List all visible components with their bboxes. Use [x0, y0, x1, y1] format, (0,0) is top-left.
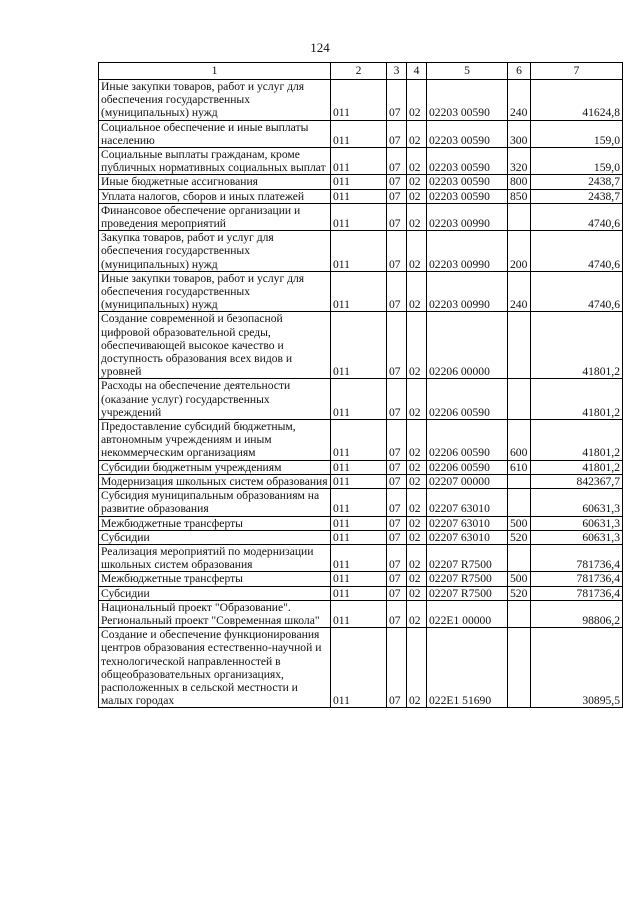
row-name-cell: Модернизация школьных систем образования — [99, 474, 331, 488]
row-ved-code: 011 — [331, 572, 387, 586]
row-ved-code: 011 — [331, 460, 387, 474]
header-col-5: 5 — [427, 63, 508, 80]
row-target-code: 02207 00000 — [427, 474, 508, 488]
row-ved-code: 011 — [331, 120, 387, 147]
row-name-cell: Создание и обеспечение функционирования центров образования естественно-научной и технологической направленностей в общеобразовательных организациях, расположенных в сельской местности и малых городах — [99, 628, 331, 708]
row-subsection-code: 02 — [407, 271, 427, 312]
row-ved-code: 011 — [331, 420, 387, 461]
row-subsection-code: 02 — [407, 530, 427, 544]
row-name-cell: Уплата налогов, сборов и иных платежей — [99, 189, 331, 203]
header-col-3: 3 — [387, 63, 407, 80]
row-section-code: 07 — [387, 379, 407, 420]
row-target-code: 02203 00590 — [427, 189, 508, 203]
row-amount: 4740,6 — [531, 203, 623, 230]
row-amount: 4740,6 — [531, 231, 623, 272]
row-section-code: 07 — [387, 271, 407, 312]
row-expense-type-code: 200 — [508, 231, 531, 272]
row-amount: 781736,4 — [531, 572, 623, 586]
table-row — [99, 420, 623, 461]
row-section-code: 07 — [387, 474, 407, 488]
row-expense-type-code — [508, 489, 531, 516]
row-target-code: 02203 00590 — [427, 80, 508, 121]
row-ved-code: 011 — [331, 586, 387, 600]
row-name-cell: Субсидия муниципальным образованиям на развитие образования — [99, 489, 331, 516]
row-subsection-code: 02 — [407, 231, 427, 272]
row-subsection-code: 02 — [407, 474, 427, 488]
row-amount: 98806,2 — [531, 600, 623, 627]
row-section-code: 07 — [387, 420, 407, 461]
row-ved-code: 011 — [331, 203, 387, 230]
row-target-code: 02203 00990 — [427, 271, 508, 312]
row-expense-type-code — [508, 544, 531, 571]
row-ved-code: 011 — [331, 474, 387, 488]
row-amount: 41801,2 — [531, 379, 623, 420]
row-subsection-code: 02 — [407, 80, 427, 121]
header-col-6: 6 — [508, 63, 531, 80]
row-amount: 781736,4 — [531, 586, 623, 600]
row-amount: 60631,3 — [531, 530, 623, 544]
row-amount: 159,0 — [531, 120, 623, 147]
table-row — [99, 460, 623, 474]
row-target-code: 02207 63010 — [427, 489, 508, 516]
row-subsection-code: 02 — [407, 148, 427, 175]
row-name-cell: Субсидии — [99, 586, 331, 600]
table-row — [99, 474, 623, 488]
row-ved-code: 011 — [331, 544, 387, 571]
page-number: 124 — [310, 40, 330, 55]
row-subsection-code: 02 — [407, 516, 427, 530]
row-target-code: 02207 R7500 — [427, 544, 508, 571]
row-ved-code: 011 — [331, 80, 387, 121]
row-name-cell: Социальное обеспечение и иные выплаты населению — [99, 120, 331, 147]
row-subsection-code: 02 — [407, 175, 427, 189]
row-target-code: 022E1 51690 — [427, 628, 508, 708]
table-row — [99, 489, 623, 516]
table-row — [99, 175, 623, 189]
row-subsection-code: 02 — [407, 420, 427, 461]
row-section-code: 07 — [387, 203, 407, 230]
row-expense-type-code: 520 — [508, 530, 531, 544]
table-row — [99, 203, 623, 230]
row-section-code: 07 — [387, 460, 407, 474]
row-name-cell: Создание современной и безопасной цифровой образовательной среды, обеспечивающей высокое качество и доступность образования всех видов и уровней — [99, 312, 331, 379]
row-expense-type-code: 520 — [508, 586, 531, 600]
row-section-code: 07 — [387, 231, 407, 272]
row-amount: 30895,5 — [531, 628, 623, 708]
row-subsection-code: 02 — [407, 544, 427, 571]
row-ved-code: 011 — [331, 516, 387, 530]
row-amount: 41801,2 — [531, 420, 623, 461]
row-ved-code: 011 — [331, 312, 387, 379]
row-target-code: 02203 00590 — [427, 175, 508, 189]
header-col-2: 2 — [331, 63, 387, 80]
row-target-code: 02206 00000 — [427, 312, 508, 379]
row-target-code: 02203 00990 — [427, 203, 508, 230]
row-expense-type-code: 240 — [508, 80, 531, 121]
row-amount: 2438,7 — [531, 175, 623, 189]
row-target-code: 02203 00590 — [427, 148, 508, 175]
row-ved-code: 011 — [331, 628, 387, 708]
row-expense-type-code — [508, 600, 531, 627]
row-target-code: 02206 00590 — [427, 420, 508, 461]
row-section-code: 07 — [387, 586, 407, 600]
row-section-code: 07 — [387, 489, 407, 516]
row-expense-type-code: 850 — [508, 189, 531, 203]
row-expense-type-code: 800 — [508, 175, 531, 189]
row-target-code: 02206 00590 — [427, 460, 508, 474]
row-ved-code: 011 — [331, 600, 387, 627]
row-section-code: 07 — [387, 312, 407, 379]
row-expense-type-code: 500 — [508, 572, 531, 586]
table-row — [99, 148, 623, 175]
row-ved-code: 011 — [331, 189, 387, 203]
row-expense-type-code: 500 — [508, 516, 531, 530]
row-section-code: 07 — [387, 516, 407, 530]
row-section-code: 07 — [387, 80, 407, 121]
table-row — [99, 120, 623, 147]
row-section-code: 07 — [387, 175, 407, 189]
table-row — [99, 600, 623, 627]
row-subsection-code: 02 — [407, 203, 427, 230]
table-row — [99, 379, 623, 420]
row-subsection-code: 02 — [407, 460, 427, 474]
row-subsection-code: 02 — [407, 600, 427, 627]
row-target-code: 02203 00990 — [427, 231, 508, 272]
row-target-code: 02207 R7500 — [427, 572, 508, 586]
row-amount: 2438,7 — [531, 189, 623, 203]
row-name-cell: Закупка товаров, работ и услуг для обеспечения государственных (муниципальных) нужд — [99, 231, 331, 272]
row-amount: 60631,3 — [531, 516, 623, 530]
table-row — [99, 586, 623, 600]
table-row — [99, 544, 623, 571]
row-subsection-code: 02 — [407, 572, 427, 586]
row-ved-code: 011 — [331, 489, 387, 516]
row-ved-code: 011 — [331, 379, 387, 420]
row-amount: 842367,7 — [531, 474, 623, 488]
budget-table — [98, 62, 623, 708]
row-section-code: 07 — [387, 530, 407, 544]
table-row — [99, 312, 623, 379]
header-col-7: 7 — [531, 63, 623, 80]
row-target-code: 02207 63010 — [427, 516, 508, 530]
table-row — [99, 572, 623, 586]
row-section-code: 07 — [387, 600, 407, 627]
row-name-cell: Расходы на обеспечение деятельности (оказание услуг) государственных учреждений — [99, 379, 331, 420]
row-expense-type-code: 300 — [508, 120, 531, 147]
header-col-4: 4 — [407, 63, 427, 80]
row-subsection-code: 02 — [407, 379, 427, 420]
table-row — [99, 271, 623, 312]
header-col-1: 1 — [99, 63, 331, 80]
row-ved-code: 011 — [331, 530, 387, 544]
row-subsection-code: 02 — [407, 628, 427, 708]
row-name-cell: Субсидии — [99, 530, 331, 544]
row-amount: 41624,8 — [531, 80, 623, 121]
row-name-cell: Субсидии бюджетным учреждениям — [99, 460, 331, 474]
row-target-code: 02203 00590 — [427, 120, 508, 147]
row-amount: 60631,3 — [531, 489, 623, 516]
row-ved-code: 011 — [331, 148, 387, 175]
row-name-cell: Социальные выплаты гражданам, кроме публичных нормативных социальных выплат — [99, 148, 331, 175]
row-expense-type-code — [508, 379, 531, 420]
row-ved-code: 011 — [331, 231, 387, 272]
row-amount: 41801,2 — [531, 460, 623, 474]
table-row — [99, 530, 623, 544]
table-row — [99, 516, 623, 530]
table-row — [99, 231, 623, 272]
row-amount: 41801,2 — [531, 312, 623, 379]
row-subsection-code: 02 — [407, 312, 427, 379]
row-subsection-code: 02 — [407, 120, 427, 147]
row-subsection-code: 02 — [407, 586, 427, 600]
row-section-code: 07 — [387, 544, 407, 571]
row-expense-type-code: 320 — [508, 148, 531, 175]
row-name-cell: Национальный проект "Образование". Региональный проект "Современная школа" — [99, 600, 331, 627]
row-name-cell: Межбюджетные трансферты — [99, 572, 331, 586]
row-expense-type-code — [508, 628, 531, 708]
row-subsection-code: 02 — [407, 489, 427, 516]
row-name-cell: Предоставление субсидий бюджетным, автономным учреждениям и иным некоммерческим организациям — [99, 420, 331, 461]
row-name-cell: Иные закупки товаров, работ и услуг для обеспечения государственных (муниципальных) нужд — [99, 271, 331, 312]
row-expense-type-code — [508, 203, 531, 230]
row-expense-type-code: 240 — [508, 271, 531, 312]
row-expense-type-code — [508, 474, 531, 488]
row-section-code: 07 — [387, 148, 407, 175]
row-section-code: 07 — [387, 189, 407, 203]
row-target-code: 02206 00590 — [427, 379, 508, 420]
row-ved-code: 011 — [331, 271, 387, 312]
row-section-code: 07 — [387, 628, 407, 708]
row-amount: 4740,6 — [531, 271, 623, 312]
row-ved-code: 011 — [331, 175, 387, 189]
row-expense-type-code: 610 — [508, 460, 531, 474]
row-amount: 781736,4 — [531, 544, 623, 571]
row-target-code: 02207 R7500 — [427, 586, 508, 600]
row-target-code: 02207 63010 — [427, 530, 508, 544]
row-expense-type-code: 600 — [508, 420, 531, 461]
row-section-code: 07 — [387, 120, 407, 147]
row-amount: 159,0 — [531, 148, 623, 175]
row-target-code: 022E1 00000 — [427, 600, 508, 627]
row-subsection-code: 02 — [407, 189, 427, 203]
header-row — [99, 63, 623, 80]
row-name-cell: Иные бюджетные ассигнования — [99, 175, 331, 189]
row-name-cell: Межбюджетные трансферты — [99, 516, 331, 530]
table-row — [99, 80, 623, 121]
row-name-cell: Иные закупки товаров, работ и услуг для обеспечения государственных (муниципальных) нужд — [99, 80, 331, 121]
table-row — [99, 189, 623, 203]
row-name-cell: Финансовое обеспечение организации и проведения мероприятий — [99, 203, 331, 230]
row-name-cell: Реализация мероприятий по модернизации школьных систем образования — [99, 544, 331, 571]
table-row — [99, 628, 623, 708]
row-expense-type-code — [508, 312, 531, 379]
row-section-code: 07 — [387, 572, 407, 586]
